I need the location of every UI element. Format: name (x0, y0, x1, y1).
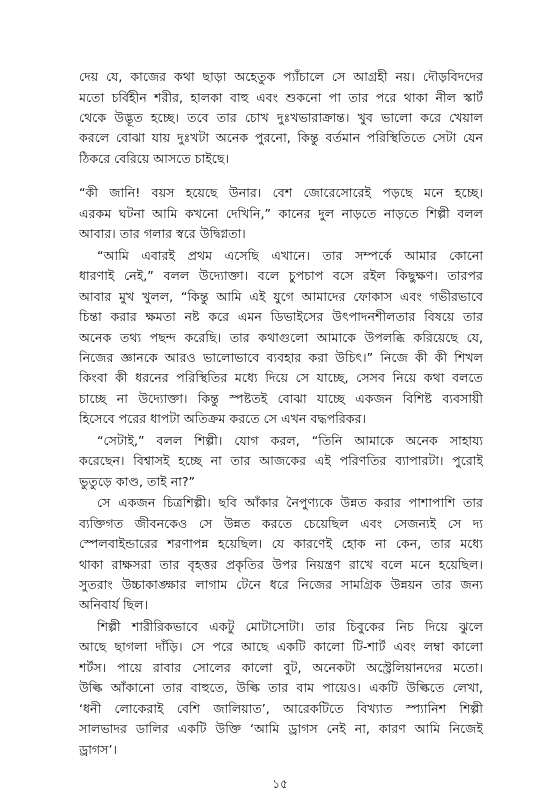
text-line: “আমি এবারই প্রথম এসেছি এখানে। তার সম্পর্কে আমার কোনো (97, 247, 483, 263)
text-line: ঠিকরে বেরিয়ে আসতে চাইছে। (79, 150, 229, 166)
text-line: অনিবার্য ছিল। (79, 597, 149, 613)
text-line: শর্টস। পায়ে রাবার সোলের কালো বুট, অনেকটা অস্ট্রেলিয়ানদের মতো। (79, 659, 483, 675)
text-line: ড্রাগস’। (79, 741, 117, 757)
text-line: কিংবা কী ধরনের পরিস্থিতির মধ্যে দিয়ে সে যাচ্ছে, সেসব নিয়ে কথা বলতে (79, 370, 483, 386)
text-line: দেয় যে, কাজের কথা ছাড়া অহেতুক প্যাঁচালে সে আগ্রহী নয়। দৌড়বিদদের (79, 69, 483, 84)
text-line: “কী জানি! বয়স হয়েছে উনার। বেশ জোরেসোরেই পড়ছে মনে হচ্ছে। (79, 185, 483, 201)
text-line: আবার মুখ খুলল, “কিন্তু আমি এই যুগে আমাদের ফোকাস এবং গভীরভাবে (79, 288, 483, 304)
text-line: সে একজন চিত্রশিল্পী। ছবি আঁকার নৈপুণ্যকে উন্নত করার পাশাপাশি তার (97, 495, 483, 511)
text-line: করলে বোঝা যায় দুঃখটা অনেক পুরনো, কিন্তু বর্তমান পরিস্থিতিতে সেটা যেন (79, 130, 483, 146)
text-line: আছে ছাগলা দাঁড়ি। সে পরে আছে একটি কালো টি-শার্ট এবং লম্বা কালো (79, 639, 483, 655)
text-line: সুতরাং উচ্চাকাঙ্ক্ষার লাগাম টেনে ধরে নিজের সামগ্রিক উন্নয়ন তার জন্য (79, 576, 483, 592)
text-line: মতো চর্বিহীন শরীর, হালকা বাহু এবং শুকনো পা তার পরে থাকা নীল স্কার্ট (79, 89, 483, 105)
text-line: নিজের জ্ঞানকে আরও ভালোভাবে ব্যবহার করা উচিৎ।” নিজে কী কী শিখল (79, 349, 483, 365)
text-line: ‘ধনী লোকেরাই বেশি জালিয়াত’, আরেকটিতে বিখ্যাত স্প্যানিশ শিল্পী (79, 700, 483, 716)
text-line: আবার। তার গলার স্বরে উদ্বিগ্নতা। (79, 226, 246, 242)
text-line: স্পেলবাইন্ডারের শরণাপন্ন হয়েছিল। যে কারণেই হোক না কেন, তার মধ্যে (79, 536, 483, 551)
text-line: উল্কি আঁকানো তার বাহুতে, উল্কি তার বাম পায়েও। একটি উল্কিতে লেখা, (79, 680, 483, 696)
text-line: থাকা রাক্ষসরা তার বৃহত্তর প্রকৃতির উপর নিয়ন্ত্রণ রাখে বলে মনে হয়েছিল। (79, 556, 483, 572)
page-number: ১৫ (272, 777, 288, 790)
text-line: করেছেন। বিশ্বাসই হচ্ছে না তার আজকের এই পরিণতির ব্যাপারটা। পুরোই (79, 453, 483, 469)
text-line: শিল্পী শারীরিকভাবে একটু মোটাসোটা। তার চিবুকের নিচ দিয়ে ঝুলে (97, 618, 483, 634)
text-line: সালভাদর ডালির একটি উক্তি ‘আমি ড্রাগস নেই না, কারণ আমি নিজেই (79, 721, 483, 737)
text-line: এরকম ঘটনা আমি কখনো দেখিনি,” কানের দুল নাড়তে নাড়তে শিল্পী বলল (79, 205, 483, 221)
text-line: ব্যক্তিগত জীবনকেও সে উন্নত করতে চেয়েছিল এবং সেজন্যই সে দ্য (79, 515, 483, 531)
text-line: ধারণাই নেই,” বলল উদ্যোক্তা। বলে চুপচাপ বসে রইল কিছুক্ষণ। তারপর (79, 268, 483, 284)
text-line: অনেক তথ্য পছন্দ করেছি। তার কথাগুলো আমাকে উপলব্ধি করিয়েছে যে, (79, 329, 483, 345)
text-line: হিসেবে পরের ধাপটা অতিক্রম করতে সে এখন বদ্ধপরিকর। (79, 411, 367, 427)
text-line: চিন্তা করার ক্ষমতা নষ্ট করে এমন ডিভাইসের উৎপাদনশীলতার বিষয়ে তার (79, 309, 483, 324)
text-line: চাচ্ছে না উদ্যোক্তা। কিন্তু স্পষ্টতই বোঝা যাচ্ছে একজন বিশিষ্ট ব্যবসায়ী (79, 390, 483, 406)
text-line: “সেটাই,” বলল শিল্পী। যোগ করল, “তিনি আমাকে অনেক সাহায্য (97, 432, 483, 448)
text-line: থেকে উদ্ভূত হচ্ছে। তবে তার চোখ দুঃখভারাক্রান্ত। খুব ভালো করে খেয়াল (79, 109, 483, 125)
text-line: ভুতুড়ে কাণ্ড, তাই না?” (79, 473, 196, 489)
